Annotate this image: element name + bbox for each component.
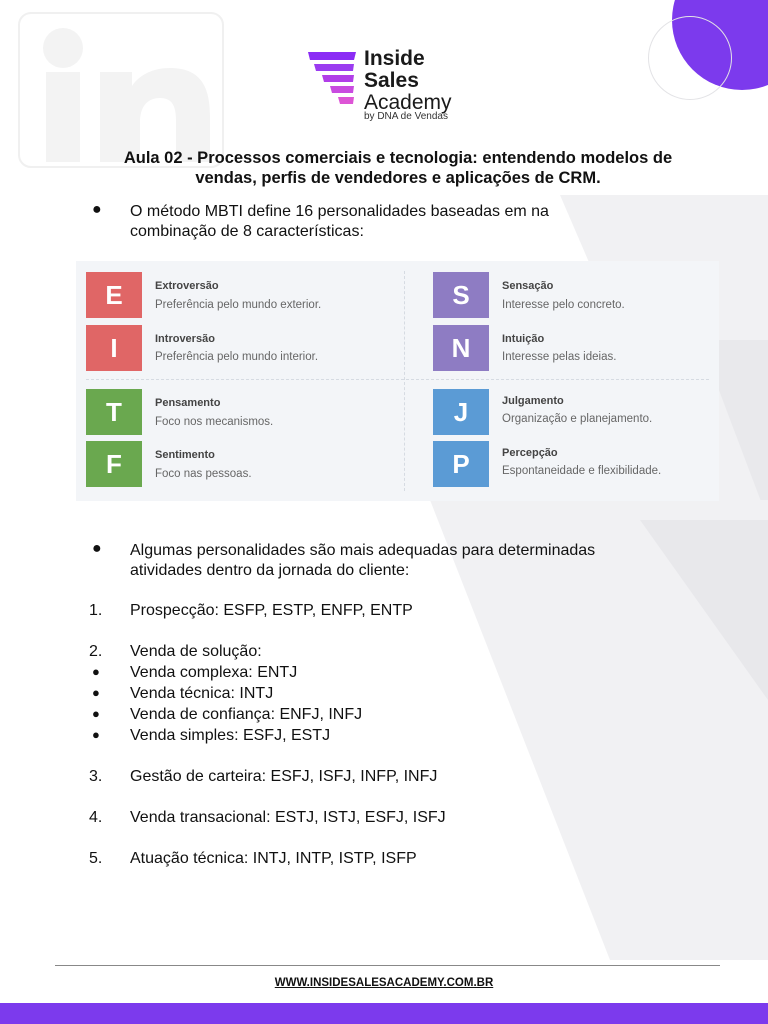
list-number-5: 5.: [89, 850, 103, 867]
intro-line1: O método MBTI define 16 personalidades baseadas em na: [130, 203, 549, 220]
second-bullet-text: [130, 541, 595, 581]
sub-bullet-dot: ●: [92, 727, 100, 742]
intro-text: [130, 202, 549, 242]
footer-divider: [55, 965, 720, 966]
mbti-desc-p: Espontaneidade e flexibilidade.: [502, 465, 662, 477]
second-bullet-line2: atividades dentro da jornada do cliente:: [130, 562, 410, 579]
divider-horizontal: [86, 379, 709, 380]
mbti-tile-e: E: [86, 272, 142, 318]
sub-item-3: Venda de confiança: ENFJ, INFJ: [130, 706, 363, 723]
page-title-line1: Aula 02 - Processos comerciais e tecnologia: entendendo modelos de: [123, 149, 673, 167]
second-bullet-line1: Algumas personalidades são mais adequadas para determinadas: [130, 542, 596, 559]
mbti-desc-f: Foco nas pessoas.: [155, 468, 252, 480]
logo-line-inside: Inside: [364, 47, 425, 70]
list-item-2: Venda de solução:: [130, 643, 262, 660]
sub-bullet-dot: ●: [92, 664, 100, 679]
mbti-tile-n: N: [433, 325, 489, 371]
sub-bullet-dot: ●: [92, 706, 100, 721]
logo-line-sales: Sales: [364, 69, 419, 92]
list-number-1: 1.: [89, 602, 103, 619]
mbti-title-e: Extroversão: [155, 280, 219, 292]
mbti-tile-f: F: [86, 441, 142, 487]
mbti-desc-e: Preferência pelo mundo exterior.: [155, 299, 322, 311]
mbti-desc-s: Interesse pelo concreto.: [502, 299, 625, 311]
sub-item-1: Venda complexa: ENTJ: [130, 664, 298, 681]
bullet-dot: ●: [92, 540, 102, 557]
logo-line-academy: Academy: [364, 91, 452, 114]
mbti-tile-j: J: [433, 389, 489, 435]
sub-item-4: Venda simples: ESFJ, ESTJ: [130, 727, 331, 744]
list-item-5: Atuação técnica: INTJ, INTP, ISTP, ISFP: [130, 850, 417, 867]
bullet-dot: ●: [92, 201, 102, 218]
mbti-tile-i: I: [86, 325, 142, 371]
logo-tagline: by DNA de Vendas: [364, 111, 448, 122]
mbti-title-s: Sensação: [502, 280, 554, 292]
page-title-line2: vendas, perfis de vendedores e aplicações de CRM.: [195, 169, 601, 187]
mbti-desc-n: Interesse pelas ideias.: [502, 351, 617, 363]
sub-bullet-dot: ●: [92, 685, 100, 700]
mbti-desc-i: Preferência pelo mundo interior.: [155, 351, 319, 363]
list-item-1: Prospecção: ESFP, ESTP, ENFP, ENTP: [130, 602, 413, 619]
list-number-3: 3.: [89, 768, 103, 785]
mbti-title-j: Julgamento: [502, 395, 564, 407]
list-item-4: Venda transacional: ESTJ, ISTJ, ESFJ, ISFJ: [130, 809, 446, 826]
mbti-card: [76, 261, 719, 501]
mbti-title-n: Intuição: [502, 333, 545, 345]
intro-line2: combinação de 8 características:: [130, 223, 364, 240]
list-number-4: 4.: [89, 809, 103, 826]
footer-url-link[interactable]: WWW.INSIDESALESACADEMY.COM.BR: [274, 977, 494, 989]
divider-vertical: [404, 271, 405, 491]
mbti-tile-t: T: [86, 389, 142, 435]
outline-circle-decoration: [648, 16, 732, 100]
list-item-3: Gestão de carteira: ESFJ, ISFJ, INFP, INFJ: [130, 768, 438, 785]
footer-purple-bar: [0, 1003, 768, 1024]
page-title: [60, 148, 736, 188]
mbti-title-f: Sentimento: [155, 449, 215, 461]
mbti-desc-j: Organização e planejamento.: [502, 413, 653, 425]
linkedin-icon: [18, 12, 224, 168]
sub-item-2: Venda técnica: INTJ: [130, 685, 274, 702]
mbti-tile-s: S: [433, 272, 489, 318]
mbti-desc-t: Foco nos mecanismos.: [155, 416, 274, 428]
mbti-tile-p: P: [433, 441, 489, 487]
mbti-title-p: Percepção: [502, 447, 558, 459]
logo-mark: [308, 52, 358, 110]
logo-wordmark: [364, 48, 452, 114]
mbti-title-i: Introversão: [155, 333, 215, 345]
list-number-2: 2.: [89, 643, 103, 660]
mbti-title-t: Pensamento: [155, 397, 221, 409]
